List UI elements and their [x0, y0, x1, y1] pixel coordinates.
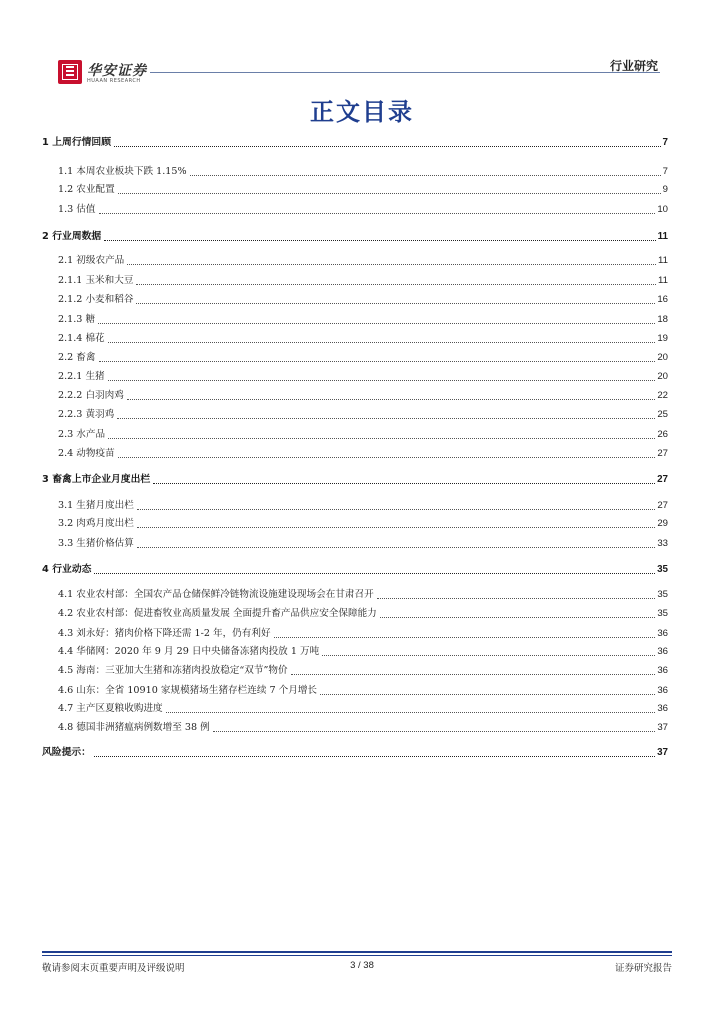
toc-entry[interactable] — [42, 496, 668, 512]
toc-entry-page: 10 — [657, 204, 668, 215]
toc-leader-dots — [94, 573, 655, 574]
toc-entry[interactable] — [42, 604, 668, 620]
toc-entry-label: 1.1 本周农业板块下跌 1.15% — [58, 166, 187, 177]
toc-entry-page: 9 — [662, 184, 668, 195]
company-logo — [58, 60, 152, 88]
toc-entry-label: 1.2 农业配置 — [58, 184, 115, 195]
toc-entry[interactable] — [42, 642, 668, 658]
toc-entry[interactable] — [42, 227, 668, 243]
toc-entry-label: 2.1.3 糖 — [58, 314, 96, 325]
toc-entry[interactable] — [42, 514, 668, 530]
toc-entry[interactable] — [42, 290, 668, 306]
toc-leader-dots — [190, 175, 661, 176]
toc-entry-label: 2 行业周数据 — [42, 231, 102, 242]
toc-entry-label: 1 上周行情回顾 — [42, 137, 112, 148]
toc-entry[interactable] — [42, 661, 668, 677]
toc-entry-page: 35 — [657, 589, 668, 600]
toc-leader-dots — [118, 457, 656, 458]
toc-entry-page: 36 — [657, 685, 668, 696]
toc-entry[interactable] — [42, 444, 668, 460]
toc-leader-dots — [98, 323, 655, 324]
toc-entry-label: 3.3 生猪价格估算 — [58, 538, 134, 549]
toc-leader-dots — [118, 193, 661, 194]
toc-entry[interactable] — [42, 386, 668, 402]
toc-entry[interactable] — [42, 200, 668, 216]
page-number: 3 / 38 — [350, 960, 374, 971]
toc-leader-dots — [213, 731, 656, 732]
toc-entry-label: 2.2.2 白羽肉鸡 — [58, 390, 124, 401]
toc-entry-page: 33 — [657, 538, 668, 549]
toc-entry-page: 25 — [657, 409, 668, 420]
toc-entry-page: 20 — [657, 352, 668, 363]
toc-leader-dots — [108, 438, 655, 439]
toc-leader-dots — [136, 284, 656, 285]
toc-entry[interactable] — [42, 743, 668, 759]
toc-entry[interactable] — [42, 162, 668, 178]
logo-text: 华安证券 — [87, 63, 147, 79]
toc-leader-dots — [322, 655, 655, 656]
toc-entry-label: 2.4 动物疫苗 — [58, 448, 115, 459]
toc-leader-dots — [127, 264, 656, 265]
toc-leader-dots — [137, 547, 655, 548]
toc-entry-label: 2.1.2 小麦和稻谷 — [58, 294, 134, 305]
toc-entry-page: 36 — [657, 646, 668, 657]
toc-entry-label: 2.1.4 棉花 — [58, 333, 105, 344]
toc-leader-dots — [94, 756, 655, 757]
toc-entry-label: 4.7 主产区夏粮收购进度 — [58, 703, 163, 714]
toc-entry-page: 26 — [657, 429, 668, 440]
toc-entry[interactable] — [42, 405, 668, 421]
toc-entry-page: 18 — [657, 314, 668, 325]
toc-entry-label: 4.1 农业农村部：全国农产品仓储保鲜冷链物流设施建设现场会在甘肃召开 — [58, 589, 374, 600]
toc-entry[interactable] — [42, 681, 668, 697]
logo-subtext: HUAAN RESEARCH — [87, 78, 141, 84]
toc-entry[interactable] — [42, 624, 668, 640]
toc-entry-label: 3.2 肉鸡月度出栏 — [58, 518, 134, 529]
toc-entry-page: 29 — [657, 518, 668, 529]
toc-entry-label: 2.1 初级农产品 — [58, 255, 125, 266]
toc-leader-dots — [104, 240, 655, 241]
toc-entry-label: 3 畜禽上市企业月度出栏 — [42, 474, 151, 485]
toc-entry-label: 4.3 刘永好：猪肉价格下降还需 1-2 年，仍有利好 — [58, 628, 271, 639]
toc-entry-label: 4.6 山东：全省 10910 家规模猪场生猪存栏连续 7 个月增长 — [58, 685, 318, 696]
toc-entry[interactable] — [42, 534, 668, 550]
toc-entry[interactable] — [42, 560, 668, 576]
toc-entry[interactable] — [42, 585, 668, 601]
toc-entry-label: 2.3 水产品 — [58, 429, 106, 440]
toc-entry[interactable] — [42, 348, 668, 364]
toc-entry-label: 4.8 德国非洲猪瘟病例数增至 38 例 — [58, 722, 210, 733]
toc-leader-dots — [166, 712, 656, 713]
toc-entry-label: 4.4 华储网：2020 年 9 月 29 日中央储备冻猪肉投放 1 万吨 — [58, 646, 320, 657]
page-title: 正文目录 — [310, 98, 414, 126]
toc-leader-dots — [108, 342, 656, 343]
toc-entry-page: 27 — [657, 448, 668, 459]
toc-leader-dots — [137, 509, 655, 510]
toc-entry[interactable] — [42, 271, 668, 287]
toc-entry-label: 4 行业动态 — [42, 564, 92, 575]
toc-entry[interactable] — [42, 133, 668, 149]
toc-entry-page: 16 — [657, 294, 668, 305]
toc-leader-dots — [320, 694, 655, 695]
toc-entry[interactable] — [42, 310, 668, 326]
toc-entry-page: 22 — [657, 390, 668, 401]
toc-entry-page: 7 — [662, 166, 668, 177]
toc-entry-label: 2.2.1 生猪 — [58, 371, 105, 382]
toc-entry-page: 36 — [657, 703, 668, 714]
footer-divider — [42, 951, 672, 953]
toc-entry-label: 4.2 农业农村部：促进畜牧业高质量发展 全面提升畜产品供应安全保障能力 — [58, 608, 377, 619]
toc-entry[interactable] — [42, 367, 668, 383]
toc-entry-page: 36 — [657, 628, 668, 639]
toc-leader-dots — [153, 483, 655, 484]
toc-entry-label: 2.2.3 黄羽鸡 — [58, 409, 115, 420]
toc-leader-dots — [274, 637, 656, 638]
toc-entry-page: 36 — [657, 665, 668, 676]
toc-leader-dots — [136, 303, 655, 304]
toc-entry-page: 35 — [657, 608, 668, 619]
toc-entry-label: 2.1.1 玉米和大豆 — [58, 275, 134, 286]
page-header — [0, 0, 724, 90]
toc-entry-page: 19 — [657, 333, 668, 344]
toc-leader-dots — [99, 361, 656, 362]
toc-leader-dots — [137, 527, 655, 528]
toc-entry-label: 2.2 畜禽 — [58, 352, 96, 363]
toc-entry-page: 11 — [658, 255, 668, 266]
report-category: 行业研究 — [609, 59, 658, 73]
toc-entry[interactable] — [42, 180, 668, 196]
toc-entry[interactable] — [42, 251, 668, 267]
toc-leader-dots — [127, 399, 655, 400]
toc-entry-page: 11 — [657, 231, 668, 242]
toc-entry-label: 1.3 估值 — [58, 204, 96, 215]
footer-disclaimer: 敬请参阅末页重要声明及评级说明 — [42, 963, 185, 974]
toc-entry-page: 7 — [662, 137, 668, 148]
toc-entry[interactable] — [42, 699, 668, 715]
toc-entry[interactable] — [42, 329, 668, 345]
toc-entry-label: 3.1 生猪月度出栏 — [58, 500, 134, 511]
logo-seal-icon — [58, 60, 82, 84]
toc-entry-page: 37 — [657, 722, 668, 733]
toc-entry-page: 35 — [657, 564, 668, 575]
toc-entry-page: 20 — [657, 371, 668, 382]
toc-entry[interactable] — [42, 718, 668, 734]
footer-doc-type: 证券研究报告 — [614, 963, 672, 974]
toc-leader-dots — [291, 674, 656, 675]
toc-entry-label: 4.5 海南：三亚加大生猪和冻猪肉投放稳定“双节”物价 — [58, 665, 288, 676]
toc-entry-page: 37 — [657, 747, 668, 758]
toc-entry-label: 风险提示： — [42, 747, 91, 758]
footer-divider-thin — [42, 955, 672, 956]
toc-leader-dots — [114, 146, 661, 147]
header-divider — [150, 72, 660, 73]
toc-leader-dots — [108, 380, 656, 381]
toc-leader-dots — [380, 617, 656, 618]
toc-entry-page: 27 — [657, 500, 668, 511]
toc-entry[interactable] — [42, 425, 668, 441]
toc-entry[interactable] — [42, 470, 668, 486]
toc-leader-dots — [99, 213, 656, 214]
toc-entry-page: 27 — [657, 474, 668, 485]
toc-entry-page: 11 — [658, 275, 668, 286]
toc-leader-dots — [117, 418, 655, 419]
toc-leader-dots — [377, 598, 656, 599]
